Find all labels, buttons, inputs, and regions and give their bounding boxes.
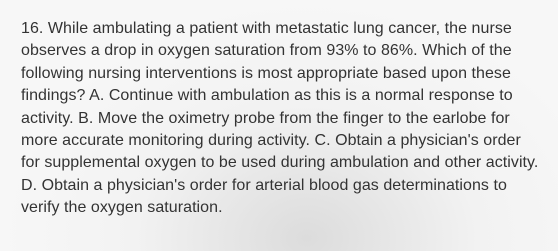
question-text: 16. While ambulating a patient with metastatic lung cancer, the nurse observes a drop in oxygen saturation from 93% to 86%. Which of the following nursing interventions is most appropriate based upon these findings? A. Continue with ambulation as this is a normal response to activity. B. Move the oximetry probe from the finger to the earlobe for more accurate monitoring during activity. C. Obtain a physician's order for supplemental oxygen to be used during ambulation and other activity. D. Obtain a physician's order for arterial blood gas determinations to verify the oxygen saturation. xyxy=(21,20,539,217)
